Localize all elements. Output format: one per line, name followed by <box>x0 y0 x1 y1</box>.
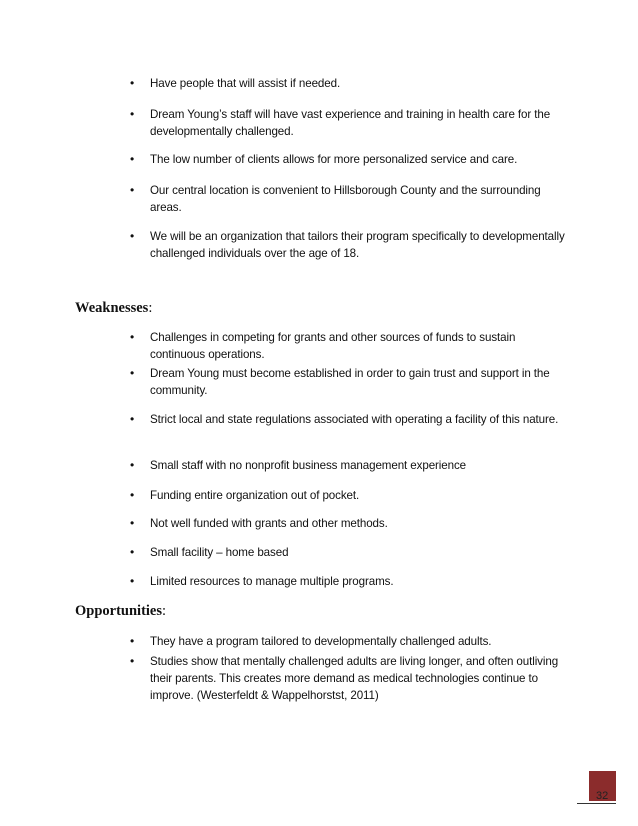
bullet: • <box>130 76 135 90</box>
list-item-text: Limited resources to manage multiple programs. <box>150 575 394 588</box>
list-item-text: Strict local and state regulations associated with operating a facility of this nature. <box>150 413 559 426</box>
heading-colon: : <box>148 300 153 316</box>
bullet: • <box>130 366 135 380</box>
list-item-text: Not well funded with grants and other methods. <box>150 517 388 530</box>
bullet: • <box>130 654 135 668</box>
list-item-text: Dream Young’s staff will have vast experience and training in health care for the developmentally challenged. <box>150 108 551 138</box>
bullet: • <box>130 152 135 166</box>
bullet: • <box>130 574 135 588</box>
bullet: • <box>130 545 135 559</box>
list-item-text: Have people that will assist if needed. <box>150 77 341 90</box>
opportunities-heading <box>75 602 166 620</box>
bullet: • <box>130 330 135 344</box>
weaknesses-heading <box>75 299 152 317</box>
list-item-text: We will be an organization that tailors their program specifically to developmentally challenged individuals over the age of 18. <box>150 230 565 260</box>
list-item-text: Challenges in competing for grants and other sources of funds to sustain continuous operations. <box>150 331 516 361</box>
list-item-text: Studies show that mentally challenged adults are living longer, and often outliving their parents. This creates more demand as medical technologies continue to improve. (Westerfeldt & Wappelhorstst, 2011) <box>150 655 559 702</box>
list-item-text: They have a program tailored to developmentally challenged adults. <box>150 635 492 648</box>
heading-colon: : <box>162 603 167 619</box>
bullet: • <box>130 412 135 426</box>
list-item-text: Funding entire organization out of pocket. <box>150 489 360 502</box>
page-number: 32 <box>596 790 609 802</box>
opportunities-heading-text: Opportunities <box>75 603 163 619</box>
weaknesses-heading-text: Weaknesses <box>75 300 149 316</box>
bullet: • <box>130 488 135 502</box>
bullet: • <box>130 183 135 197</box>
list-item-text: Our central location is convenient to Hillsborough County and the surrounding areas. <box>150 184 541 214</box>
bullet: • <box>130 634 135 648</box>
page-number-rule <box>577 803 616 804</box>
list-item-text: Small facility – home based <box>150 546 289 559</box>
bullet: • <box>130 229 135 243</box>
list-item-text: Dream Young must become established in order to gain trust and support in the community. <box>150 367 550 397</box>
list-item-text: Small staff with no nonprofit business management experience <box>150 459 467 472</box>
bullet: • <box>130 516 135 530</box>
bullet: • <box>130 458 135 472</box>
list-item-text: The low number of clients allows for more personalized service and care. <box>150 153 518 166</box>
bullet: • <box>130 107 135 121</box>
